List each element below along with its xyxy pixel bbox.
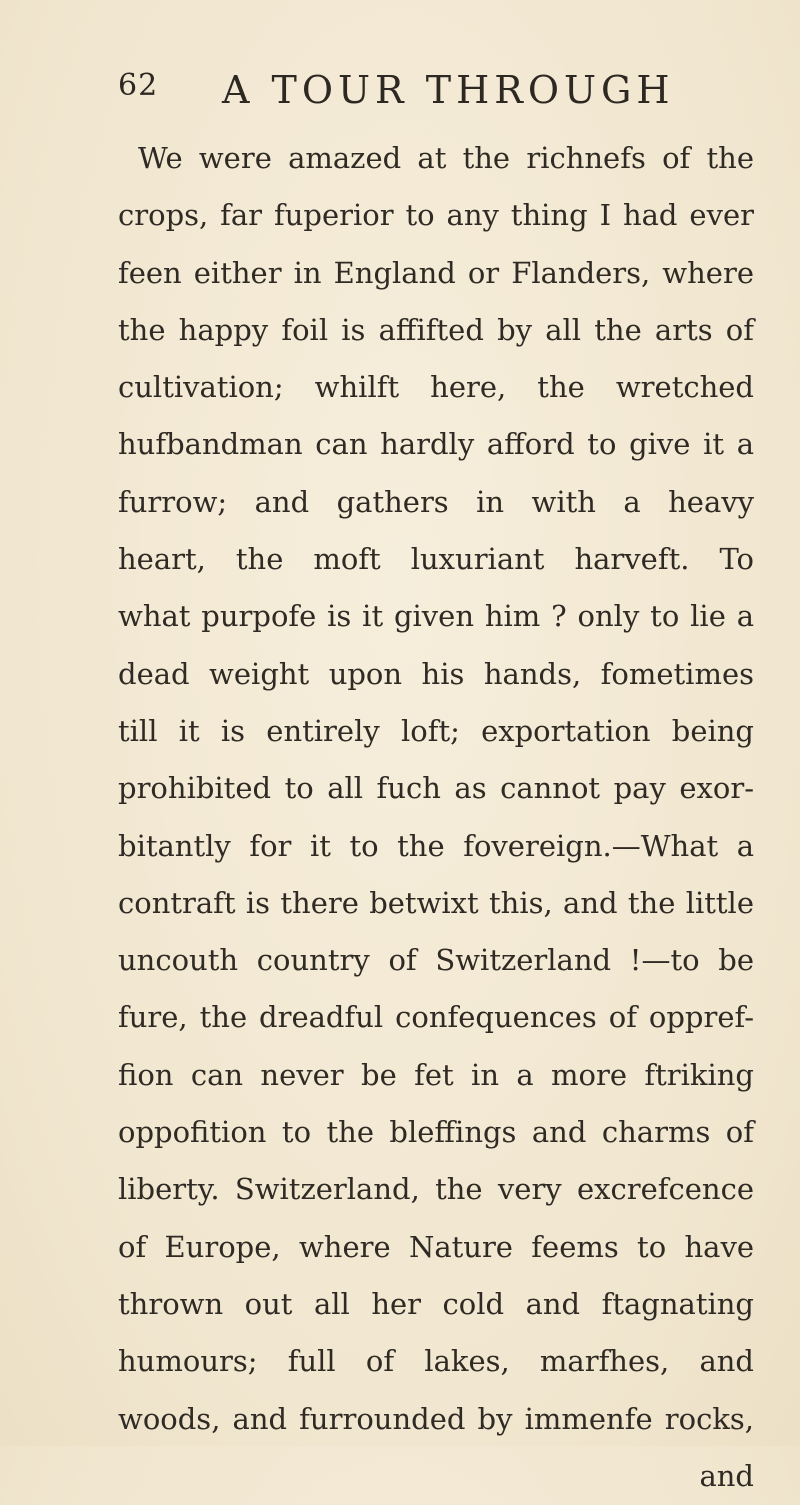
text-line: what purpofe is it given him ? only to lie a: [118, 599, 754, 634]
text-line: hufbandman can hardly afford to give it a: [118, 427, 754, 462]
running-head-title: A TOUR THROUGH: [222, 68, 675, 112]
text-line: feen either in England or Flanders, where: [118, 255, 754, 290]
text-line: furrow; and gathers in with a heavy: [118, 484, 754, 519]
text-line: We were amazed at the richnefs of the: [138, 141, 754, 175]
text-line: woods, and furrounded by immenfe rocks,: [118, 1401, 754, 1436]
text-line: crops, far fuperior to any thing I had ever: [118, 198, 754, 233]
text-line: of Europe, where Nature feems to have: [118, 1229, 754, 1264]
text-line: contraft is there betwixt this, and the little: [118, 885, 754, 920]
running-head: [118, 68, 758, 118]
text-line: thrown out all her cold and ftagnating: [118, 1286, 754, 1321]
text-line: till it is entirely loft; exportation being: [118, 713, 754, 748]
text-line: liberty. Switzerland, the very excrefcence: [118, 1172, 754, 1207]
text-line: dead weight upon his hands, fometimes: [118, 656, 754, 691]
text-line: fion can never be fet in a more ftriking: [118, 1057, 754, 1092]
page-number: 62: [118, 68, 159, 103]
text-line: prohibited to all fuch as cannot pay exor-: [118, 771, 754, 806]
body-text: [118, 130, 754, 1505]
text-line: cultivation; whilft here, the wretched: [118, 370, 754, 405]
text-line: humours; full of lakes, marfhes, and: [118, 1344, 754, 1379]
text-line: bitantly for it to the fovereign.—What a: [118, 828, 754, 863]
text-line: heart, the moft luxuriant harveft. To: [118, 542, 754, 577]
text-line: the happy foil is affifted by all the arts of: [118, 312, 754, 347]
text-line: fure, the dreadful confequences of oppref-: [118, 1000, 754, 1035]
catchword: and: [699, 1458, 754, 1493]
text-line: uncouth country of Switzerland !—to be: [118, 943, 754, 978]
text-line: oppofition to the bleffings and charms of: [118, 1115, 754, 1150]
